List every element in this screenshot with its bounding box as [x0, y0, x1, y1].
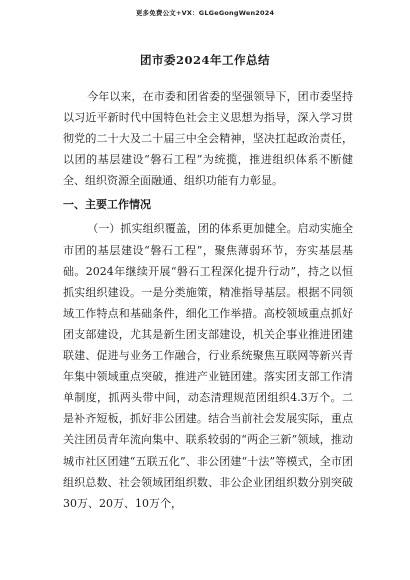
- body-paragraph: （一）抓实组织覆盖，团的体系更加健全。启动实施全市团的基层建设“磐石工程”，聚焦薄弱环节，夯实基层基础。2024年继续开展“磐石工程深化提升行动”，持之以恒抓实组织建设。一是分类施策，精准指导基层。根据不同领域工作特点和基础条件，细化工作举措。高校领域重点抓好团支部建设，尤其是新生团支部建设，机关企事业推进团建联建、促进与业务工作融合，行业系统聚焦互联网等新兴青年集中领域重点突破，推进产业链团建。落实团支部工作清单制度，抓两头带中间，动态清理规范团组织4.3万个。二是补齐短板，抓好非公团建。结合当前社会发展实际，重点关注团员青年流向集中、联系较弱的“两企三新”领域，推动城市社区团建“五联五化”、非公团建“十法”等模式，全市团组织总数、社会领域团组织数、非公企业团组织数分别突破30万、20万、10万个，: [63, 222, 353, 510]
- document-body: [63, 86, 353, 514]
- page-header: 更多免费公文+VX：GLGeGongWen2024: [135, 9, 275, 17]
- intro-paragraph: 今年以来，在市委和团省委的坚强领导下，团市委坚持以习近平新时代中国特色社会主义思想为指导，深入学习贯彻党的二十大及二十届三中全会精神，坚决扛起政治责任，以团的基层建设“磐石工程”为统揽，推进组织体系不断健全、组织资源全面融通、组织功能有力彰显。: [63, 90, 353, 188]
- document-title: 团市委2024年工作总结: [139, 53, 270, 67]
- section-heading: 一、主要工作情况: [63, 198, 151, 212]
